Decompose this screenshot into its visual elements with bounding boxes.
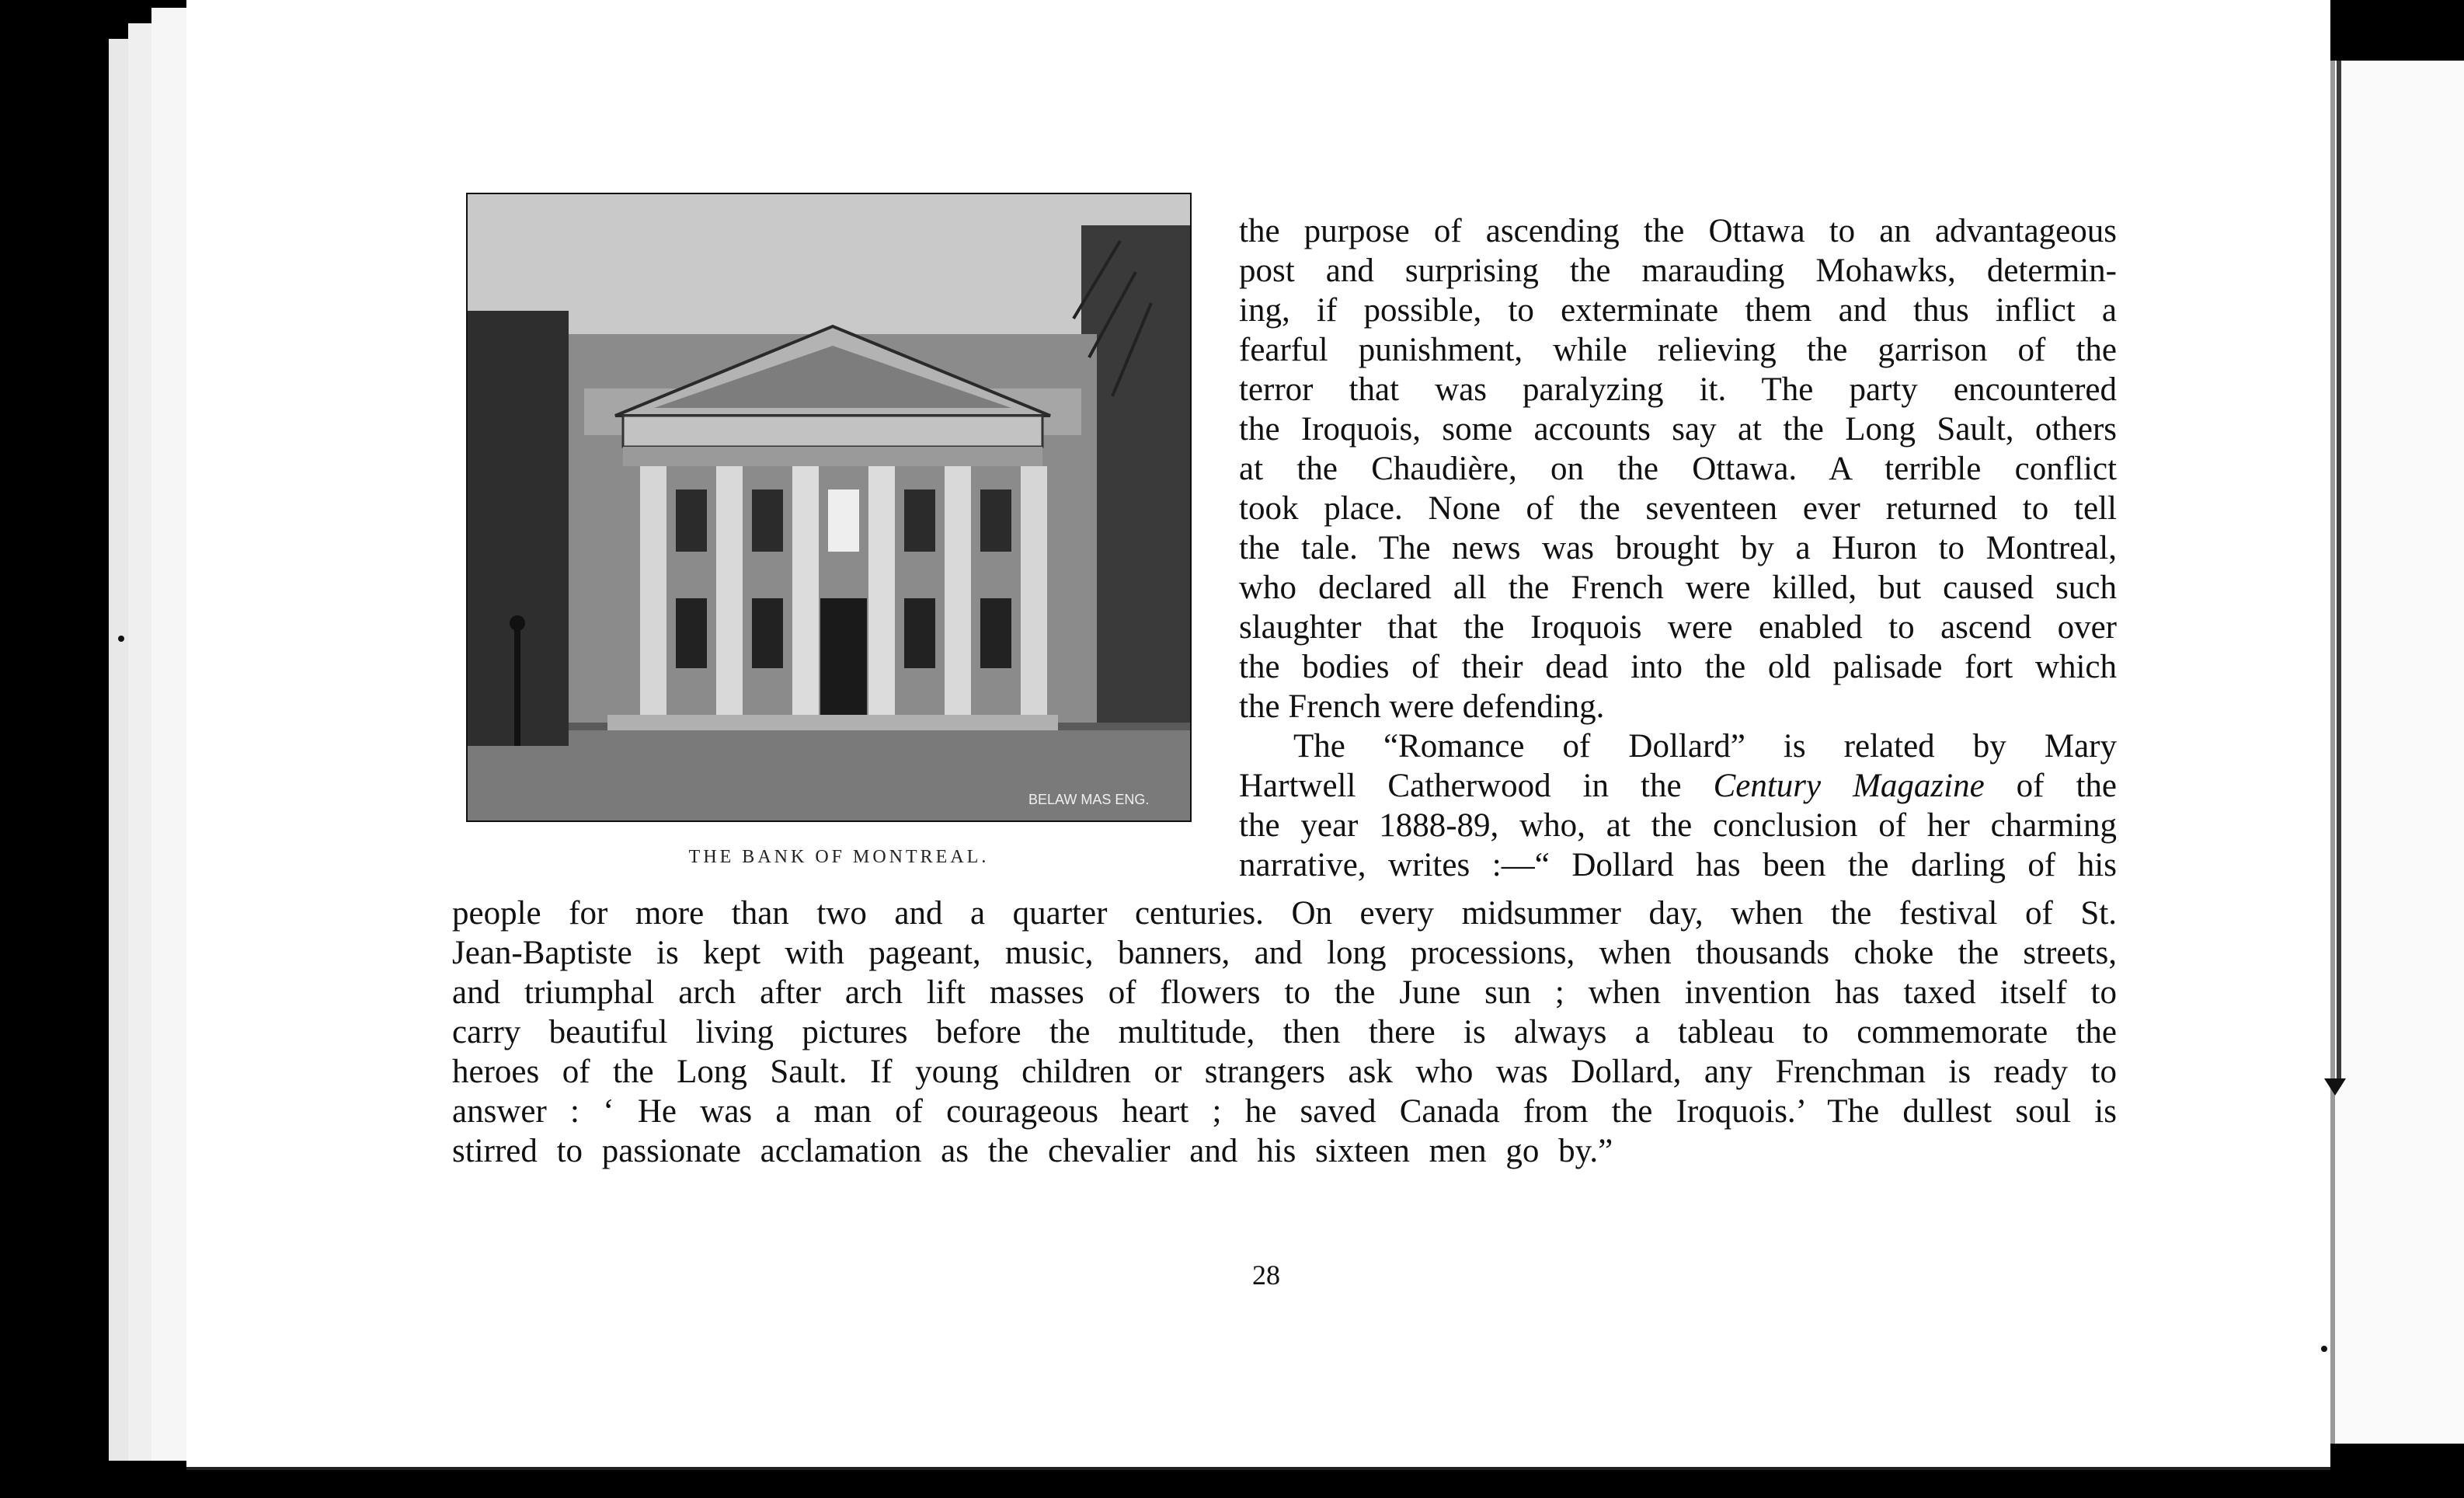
bank-building-illustration xyxy=(468,194,1190,820)
text-line: the year 1888-89, who, at the conclusion of her charming xyxy=(1239,807,2117,844)
text-line: and triumphal arch after arch lift masses of flowers to the June sun ; when invention has taxed itself to xyxy=(452,974,2117,1011)
text-line: post and surprising the marauding Mohawks, determin- xyxy=(1239,253,2117,289)
text-line: carry beautiful living pictures before the multitude, then there is always a tableau to commemorate the xyxy=(452,1014,2117,1050)
text-fragment: of the xyxy=(2016,768,2118,804)
bank-of-montreal-photo xyxy=(466,193,1192,822)
text-line-with-title xyxy=(1239,766,2117,806)
engraver-mark: BELAW MAS ENG. xyxy=(1028,792,1150,807)
text-line: the tale. The news was brought by a Huron to Montreal, xyxy=(1239,530,2117,566)
full-width-text xyxy=(452,894,2117,1171)
text-line: ing, if possible, to exterminate them and thus inflict a xyxy=(1239,292,2117,329)
text-line: the Iroquois, some accounts say at the Long Sault, others xyxy=(1239,411,2117,448)
page-marker-icon xyxy=(2324,1078,2346,1096)
text-line-last: the French were defending. xyxy=(1239,688,1605,725)
speck xyxy=(118,636,124,642)
text-line: fearful punishment, while relieving the garrison of the xyxy=(1239,332,2117,368)
text-line: Jean-Baptiste is kept with pageant, music, banners, and long processions, when thousands choke the streets, xyxy=(452,935,2117,971)
paragraph-first-line: The “Romance of Dollard” is related by Mary xyxy=(1293,728,2117,765)
text-line: the bodies of their dead into the old palisade fort which xyxy=(1239,649,2117,685)
photo-caption: THE BANK OF MONTREAL. xyxy=(688,847,990,867)
text-line-last: stirred to passionate acclamation as the chevalier and his sixteen men go by.” xyxy=(452,1133,1613,1169)
magazine-title: Century Magazine xyxy=(1713,768,1985,804)
speck xyxy=(2321,1346,2327,1352)
text-line: people for more than two and a quarter centuries. On every midsummer day, when the festival of St. xyxy=(452,895,2117,932)
facing-page-edge xyxy=(2330,61,2464,1444)
text-fragment: Hartwell Catherwood in the xyxy=(1239,768,1682,804)
text-line: narrative, writes :—“ Dollard has been the darling of his xyxy=(1239,847,2117,883)
text-line: the purpose of ascending the Ottawa to an advantageous xyxy=(1239,213,2117,249)
facing-page-gutter xyxy=(2337,61,2341,1086)
text-line: heroes of the Long Sault. If young children or strangers ask who was Dollard, any Frenchman is ready to xyxy=(452,1054,2117,1090)
text-line: answer : ‘ He was a man of courageous heart ; he saved Canada from the Iroquois.’ The dullest soul is xyxy=(452,1093,2117,1130)
text-line: took place. None of the seventeen ever returned to tell xyxy=(1239,490,2117,527)
page-number: 28 xyxy=(1252,1259,1280,1291)
column-text xyxy=(1239,211,2117,885)
text-line: at the Chaudière, on the Ottawa. A terrible conflict xyxy=(1239,451,2117,487)
text-line: terror that was paralyzing it. The party encountered xyxy=(1239,371,2117,408)
text-line: slaughter that the Iroquois were enabled to ascend over xyxy=(1239,609,2117,646)
text-line: who declared all the French were killed, but caused such xyxy=(1239,570,2117,606)
